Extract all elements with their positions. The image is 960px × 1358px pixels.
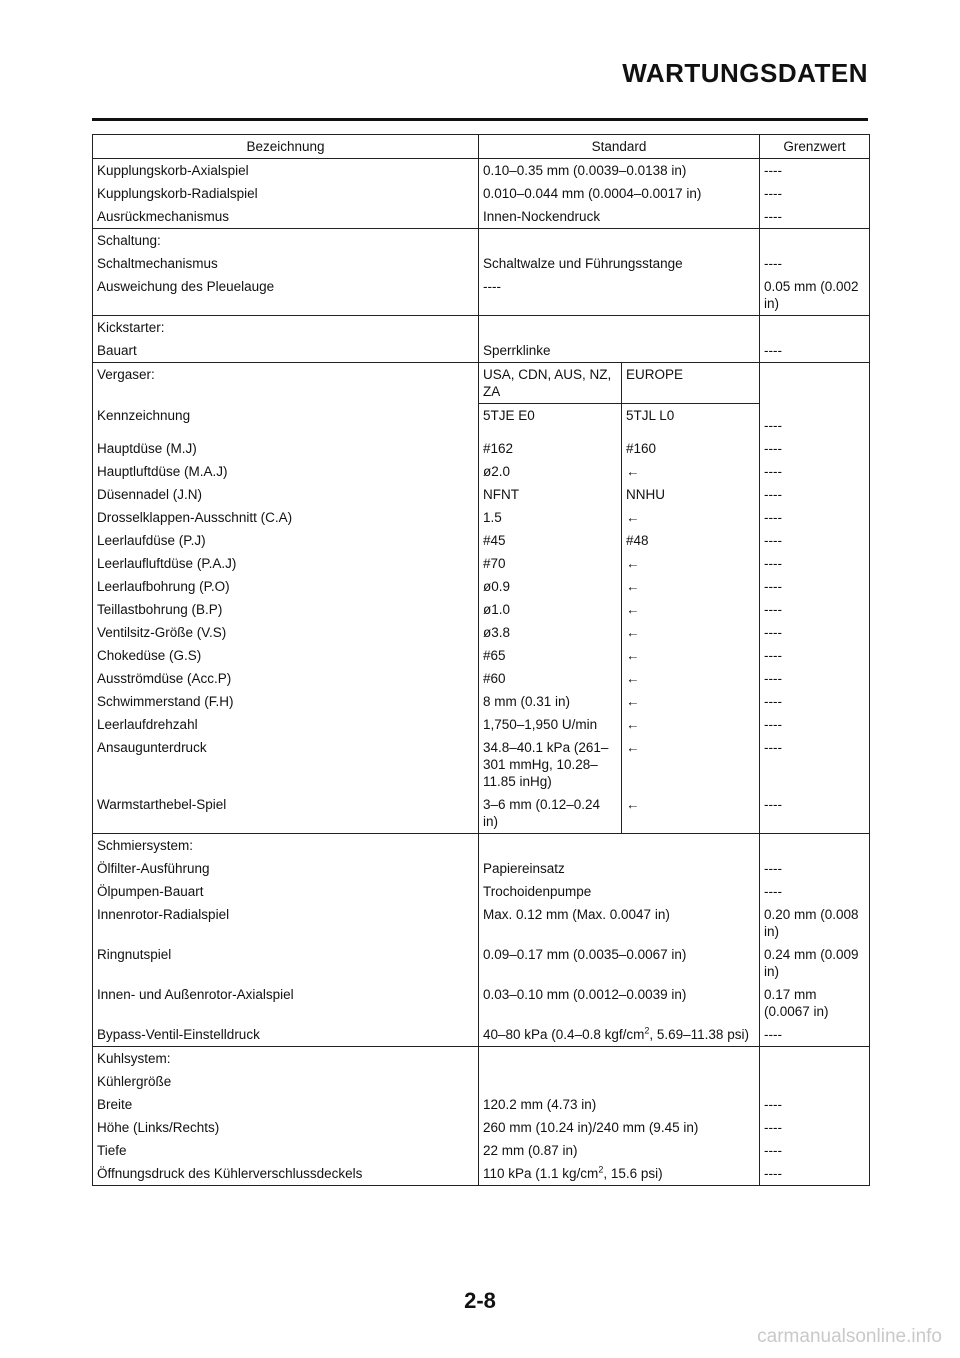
standard-value: Schaltwalze und Führungsstange xyxy=(479,252,760,275)
standard-value-usa: #162 xyxy=(479,437,622,460)
limit-value: ---- xyxy=(760,404,870,437)
limit-value: ---- xyxy=(760,667,870,690)
row-label: Ölfilter-Ausführung xyxy=(93,857,479,880)
standard-value-usa: 5TJE E0 xyxy=(479,404,622,437)
section-header-row xyxy=(93,316,870,340)
row-label: Leerlaufbohrung (P.O) xyxy=(93,575,479,598)
standard-value: 120.2 mm (4.73 in) xyxy=(479,1093,760,1116)
row-label: Hauptdüse (M.J) xyxy=(93,437,479,460)
column-header-standard: Standard xyxy=(479,135,760,159)
standard-value: Trochoidenpumpe xyxy=(479,880,760,903)
row-label: Chokedüse (G.S) xyxy=(93,644,479,667)
row-label: Kühlergröße xyxy=(93,1070,479,1093)
section-header-row xyxy=(93,229,870,253)
row-label: Ausrückmechanismus xyxy=(93,205,479,229)
row-label: Vergaser: xyxy=(93,363,479,404)
standard-value-usa: #60 xyxy=(479,667,622,690)
table-row xyxy=(93,793,870,834)
standard-value: 0.10–0.35 mm (0.0039–0.0138 in) xyxy=(479,159,760,183)
table-row xyxy=(93,736,870,793)
standard-value-text: 110 kPa (1.1 kg/cm xyxy=(483,1165,599,1181)
limit-value: ---- xyxy=(760,644,870,667)
standard-value-europe: ← xyxy=(622,621,760,644)
standard-value-usa: 34.8–40.1 kPa (261–301 mmHg, 10.28–11.85 inHg) xyxy=(479,736,622,793)
standard-value-usa: #65 xyxy=(479,644,622,667)
limit-value: ---- xyxy=(760,1116,870,1139)
standard-value-usa: #70 xyxy=(479,552,622,575)
row-label: Ansaugunterdruck xyxy=(93,736,479,793)
limit-value: ---- xyxy=(760,598,870,621)
standard-value-usa: #45 xyxy=(479,529,622,552)
page-number: 2-8 xyxy=(464,1288,496,1313)
table-row xyxy=(93,943,870,983)
standard-value-usa: 1,750–1,950 U/min xyxy=(479,713,622,736)
limit-value: ---- xyxy=(760,437,870,460)
table-row xyxy=(93,275,870,316)
row-label: Ausströmdüse (Acc.P) xyxy=(93,667,479,690)
limit-value xyxy=(760,316,870,340)
row-label: Leerlaufdüse (P.J) xyxy=(93,529,479,552)
standard-value xyxy=(479,316,760,340)
standard-value: 260 mm (10.24 in)/240 mm (9.45 in) xyxy=(479,1116,760,1139)
table-row xyxy=(93,857,870,880)
row-label: Innenrotor-Radialspiel xyxy=(93,903,479,943)
column-header-bezeichnung: Bezeichnung xyxy=(93,135,479,159)
standard-value-europe: NNHU xyxy=(622,483,760,506)
table-row xyxy=(93,506,870,529)
table-row xyxy=(93,182,870,205)
page-title: WARTUNGSDATEN xyxy=(622,58,868,88)
watermark: carmanualsonline.info xyxy=(757,1326,942,1347)
limit-value: ---- xyxy=(760,880,870,903)
limit-value: ---- xyxy=(760,793,870,834)
limit-value: ---- xyxy=(760,339,870,363)
superscript: 2 xyxy=(598,1164,604,1174)
limit-value: ---- xyxy=(760,857,870,880)
table-row xyxy=(93,1023,870,1047)
standard-value-europe: ← xyxy=(622,598,760,621)
table-row xyxy=(93,903,870,943)
limit-value: 0.17 mm (0.0067 in) xyxy=(760,983,870,1023)
limit-value xyxy=(760,363,870,404)
table-row xyxy=(93,483,870,506)
limit-value: ---- xyxy=(760,1023,870,1047)
limit-value: ---- xyxy=(760,552,870,575)
table-row xyxy=(93,983,870,1023)
standard-value: Sperrklinke xyxy=(479,339,760,363)
row-label: Ausweichung des Pleuelauge xyxy=(93,275,479,316)
table-row xyxy=(93,552,870,575)
table-row xyxy=(93,621,870,644)
table-row xyxy=(93,404,870,437)
table-row xyxy=(93,713,870,736)
row-label: Schaltung: xyxy=(93,229,479,253)
standard-value-text: 40–80 kPa (0.4–0.8 kgf/cm xyxy=(483,1026,645,1042)
standard-value xyxy=(479,229,760,253)
row-label: Ölpumpen-Bauart xyxy=(93,880,479,903)
standard-value xyxy=(479,1070,760,1093)
table-row xyxy=(93,460,870,483)
row-label: Düsennadel (J.N) xyxy=(93,483,479,506)
standard-value-europe: ← xyxy=(622,460,760,483)
standard-value-usa: 8 mm (0.31 in) xyxy=(479,690,622,713)
standard-value: Papiereinsatz xyxy=(479,857,760,880)
row-label: Teillastbohrung (B.P) xyxy=(93,598,479,621)
row-label: Drosselklappen-Ausschnitt (C.A) xyxy=(93,506,479,529)
row-label: Leerlaufluftdüse (P.A.J) xyxy=(93,552,479,575)
standard-value-usa: 1.5 xyxy=(479,506,622,529)
limit-value xyxy=(760,1070,870,1093)
table-row xyxy=(93,667,870,690)
header-rule xyxy=(92,118,868,121)
limit-value: ---- xyxy=(760,1139,870,1162)
table-row xyxy=(93,252,870,275)
section-header-row xyxy=(93,833,870,857)
limit-value: ---- xyxy=(760,1162,870,1186)
section-header-row xyxy=(93,1046,870,1070)
row-label: Bauart xyxy=(93,339,479,363)
row-label: Schaltmechanismus xyxy=(93,252,479,275)
standard-value-usa: USA, CDN, AUS, NZ, ZA xyxy=(479,363,622,404)
standard-value: Innen-Nockendruck xyxy=(479,205,760,229)
row-label: Höhe (Links/Rechts) xyxy=(93,1116,479,1139)
limit-value: ---- xyxy=(760,182,870,205)
row-label: Bypass-Ventil-Einstelldruck xyxy=(93,1023,479,1047)
limit-value: 0.20 mm (0.008 in) xyxy=(760,903,870,943)
section-header-row xyxy=(93,363,870,404)
table-row xyxy=(93,1162,870,1186)
standard-value: 0.03–0.10 mm (0.0012–0.0039 in) xyxy=(479,983,760,1023)
table-row xyxy=(93,1093,870,1116)
row-label: Ventilsitz-Größe (V.S) xyxy=(93,621,479,644)
standard-value-europe: ← xyxy=(622,713,760,736)
row-label: Schwimmerstand (F.H) xyxy=(93,690,479,713)
limit-value: ---- xyxy=(760,713,870,736)
table-row xyxy=(93,880,870,903)
limit-value: ---- xyxy=(760,529,870,552)
table-row xyxy=(93,598,870,621)
row-label: Schmiersystem: xyxy=(93,833,479,857)
standard-value-usa: ø2.0 xyxy=(479,460,622,483)
limit-value: ---- xyxy=(760,483,870,506)
standard-value-europe: ← xyxy=(622,736,760,793)
table-header-row xyxy=(93,135,870,159)
standard-value-europe: EUROPE xyxy=(622,363,760,404)
table-row xyxy=(93,575,870,598)
spec-table xyxy=(92,134,870,1186)
standard-value-europe: ← xyxy=(622,793,760,834)
limit-value xyxy=(760,229,870,253)
row-label: Ringnutspiel xyxy=(93,943,479,983)
standard-value-usa: NFNT xyxy=(479,483,622,506)
row-label: Kuhlsystem: xyxy=(93,1046,479,1070)
standard-value: Max. 0.12 mm (Max. 0.0047 in) xyxy=(479,903,760,943)
standard-value-usa: ø0.9 xyxy=(479,575,622,598)
standard-value-europe: 5TJL L0 xyxy=(622,404,760,437)
limit-value xyxy=(760,833,870,857)
table-row xyxy=(93,1116,870,1139)
standard-value-europe: ← xyxy=(622,690,760,713)
row-label: Kupplungskorb-Axialspiel xyxy=(93,159,479,183)
row-label: Tiefe xyxy=(93,1139,479,1162)
standard-value xyxy=(479,1023,760,1047)
table-row xyxy=(93,644,870,667)
standard-value-europe: #48 xyxy=(622,529,760,552)
standard-value-europe: #160 xyxy=(622,437,760,460)
row-label: Leerlaufdrehzahl xyxy=(93,713,479,736)
table-row xyxy=(93,1139,870,1162)
standard-value-europe: ← xyxy=(622,506,760,529)
standard-value-europe: ← xyxy=(622,644,760,667)
limit-value: ---- xyxy=(760,506,870,529)
standard-value: 0.09–0.17 mm (0.0035–0.0067 in) xyxy=(479,943,760,983)
row-label: Hauptluftdüse (M.A.J) xyxy=(93,460,479,483)
table-row xyxy=(93,690,870,713)
row-label: Kennzeichnung xyxy=(93,404,479,437)
standard-value xyxy=(479,1046,760,1070)
standard-value-usa: 3–6 mm (0.12–0.24 in) xyxy=(479,793,622,834)
row-label: Kickstarter: xyxy=(93,316,479,340)
standard-value-usa: ø1.0 xyxy=(479,598,622,621)
table-row xyxy=(93,1070,870,1093)
row-label: Innen- und Außenrotor-Axialspiel xyxy=(93,983,479,1023)
standard-value-usa: ø3.8 xyxy=(479,621,622,644)
standard-value: 0.010–0.044 mm (0.0004–0.0017 in) xyxy=(479,182,760,205)
standard-value xyxy=(479,1162,760,1186)
row-label: Kupplungskorb-Radialspiel xyxy=(93,182,479,205)
standard-value: 22 mm (0.87 in) xyxy=(479,1139,760,1162)
standard-value-text: , 15.6 psi) xyxy=(603,1165,663,1181)
standard-value-europe: ← xyxy=(622,575,760,598)
standard-value: ---- xyxy=(479,275,760,316)
row-label: Warmstarthebel-Spiel xyxy=(93,793,479,834)
limit-value xyxy=(760,1046,870,1070)
limit-value: ---- xyxy=(760,159,870,183)
limit-value: ---- xyxy=(760,621,870,644)
limit-value: 0.24 mm (0.009 in) xyxy=(760,943,870,983)
limit-value: 0.05 mm (0.002 in) xyxy=(760,275,870,316)
row-label: Breite xyxy=(93,1093,479,1116)
table-row xyxy=(93,159,870,183)
table-row xyxy=(93,339,870,363)
limit-value: ---- xyxy=(760,690,870,713)
superscript: 2 xyxy=(644,1025,650,1035)
row-label: Öffnungsdruck des Kühlerverschlussdeckels xyxy=(93,1162,479,1186)
table-row xyxy=(93,529,870,552)
limit-value: ---- xyxy=(760,736,870,793)
standard-value-text: , 5.69–11.38 psi) xyxy=(649,1026,749,1042)
limit-value: ---- xyxy=(760,252,870,275)
table-row xyxy=(93,205,870,229)
table-row xyxy=(93,437,870,460)
limit-value: ---- xyxy=(760,460,870,483)
limit-value: ---- xyxy=(760,575,870,598)
limit-value: ---- xyxy=(760,205,870,229)
standard-value-europe: ← xyxy=(622,552,760,575)
limit-value: ---- xyxy=(760,1093,870,1116)
column-header-grenzwert: Grenzwert xyxy=(760,135,870,159)
standard-value-europe: ← xyxy=(622,667,760,690)
standard-value xyxy=(479,833,760,857)
